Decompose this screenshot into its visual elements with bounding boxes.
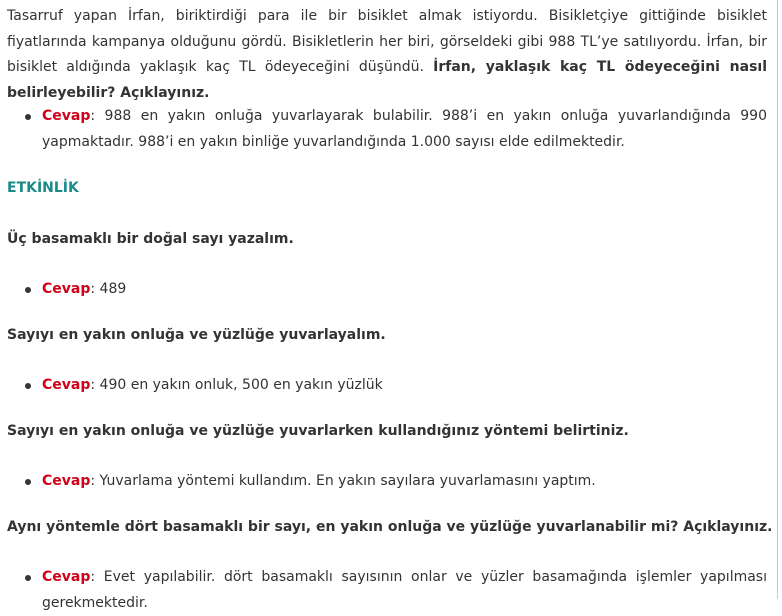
answer-label: Cevap <box>42 108 91 124</box>
answer-text: : 988 en yakın onluğa yuvarlayarak bulabilir. 988’i en yakın onluğa yuvarlandığında 990 yapmaktadır. 988’i en yakın binliğe yuvarlandığında 1.000 sayısı elde edilmektedir. <box>42 108 767 150</box>
intro-text: Tasarruf yapan İrfan, biriktirdiği para ile bir bisiklet almak istiyordu. Bisikletçiye gittiğinde bisiklet fiyatlarında kampanya olduğunu gördü. Bisikletlerin her biri, görseldeki gibi 988 TL’ye satılıyordu. İrfan, bir bisiklet aldığında yaklaşık kaç TL ödeyeceğini düşündü. <box>7 8 767 75</box>
question-2: Sayıyı en yakın onluğa ve yüzlüğe yuvarlayalım. <box>7 327 386 343</box>
question-3: Sayıyı en yakın onluğa ve yüzlüğe yuvarlarken kullandığınız yöntemi belirtiniz. <box>7 423 629 439</box>
question-4: Aynı yöntemle dört basamaklı bir sayı, en yakın onluğa ve yüzlüğe yuvarlanabilir mi? Açıklayınız. <box>7 519 773 535</box>
intro-paragraph <box>7 4 767 106</box>
answer-text: : Evet yapılabilir. dört basamaklı sayısının onlar ve yüzler basamağında işlemler yapılması gerekmektedir. <box>42 569 767 611</box>
answer-list-1 <box>25 104 767 155</box>
scroll-edge-divider <box>777 0 778 599</box>
answer-label: Cevap <box>42 473 91 489</box>
answer-text: : 489 <box>90 281 127 297</box>
answer-list-4 <box>25 469 767 495</box>
list-item <box>25 565 767 616</box>
list-item <box>25 104 767 155</box>
activity-heading: ETKİNLİK <box>7 180 79 196</box>
list-item <box>25 373 767 399</box>
answer-text: : Yuvarlama yöntemi kullandım. En yakın sayılara yuvarlamasını yaptım. <box>90 473 596 489</box>
answer-list-2 <box>25 277 767 303</box>
answer-label: Cevap <box>42 281 91 297</box>
answer-text: : 490 en yakın onluk, 500 en yakın yüzlük <box>90 377 383 393</box>
answer-list-5 <box>25 565 767 616</box>
intro-question: İrfan, yaklaşık kaç TL ödeyeceğini nasıl belirleyebilir? Açıklayınız. <box>7 59 767 101</box>
question-1: Üç basamaklı bir doğal sayı yazalım. <box>7 231 294 247</box>
list-item <box>25 469 767 495</box>
list-item <box>25 277 767 303</box>
answer-list-3 <box>25 373 767 399</box>
answer-label: Cevap <box>42 377 91 393</box>
answer-label: Cevap <box>42 569 91 585</box>
